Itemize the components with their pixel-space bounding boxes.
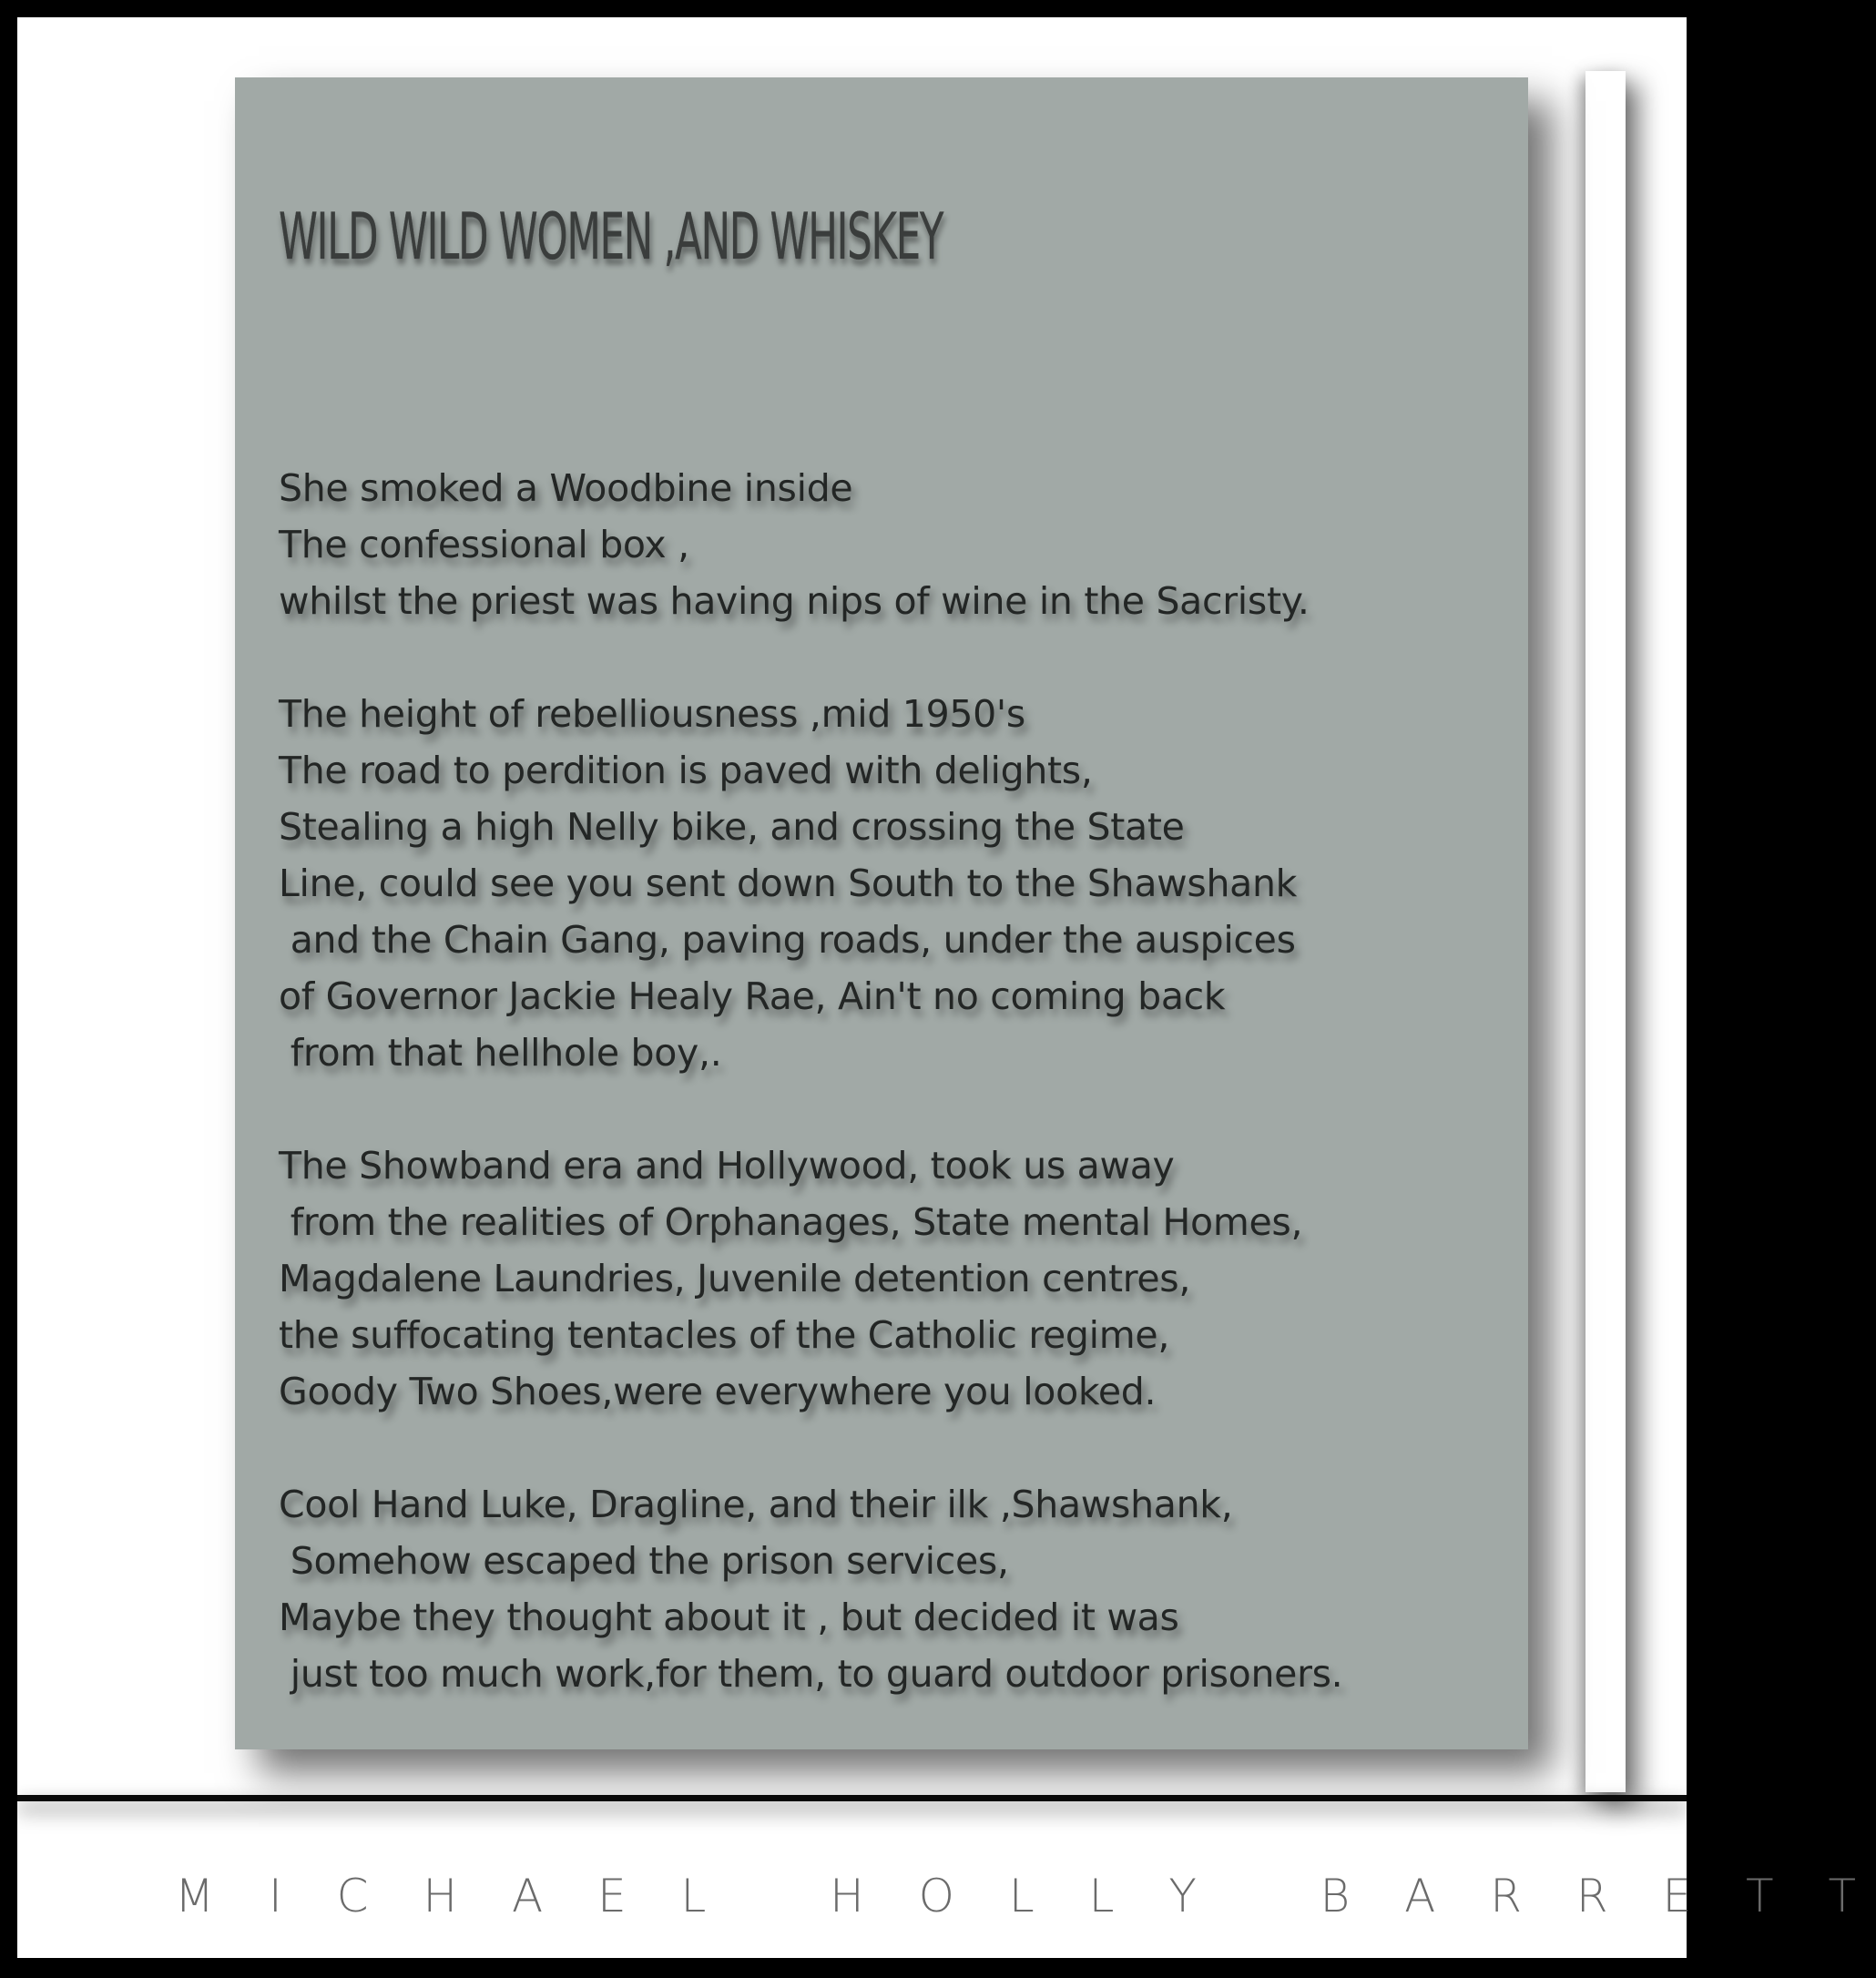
poem-line: She smoked a Woodbine inside <box>279 466 853 510</box>
stanza-1 <box>279 460 1508 629</box>
poem-line: of Governor Jackie Healy Rae, Ain't no coming back <box>279 974 1226 1018</box>
poem-line: just too much work,for them, to guard outdoor prisoners. <box>279 1652 1343 1696</box>
poem-line: from that hellhole boy,. <box>279 1031 722 1075</box>
poem-line: The height of rebelliousness ,mid 1950's <box>279 692 1025 736</box>
poem-line: Magdalene Laundries, Juvenile detention centres, <box>279 1257 1191 1300</box>
poem-line: from the realities of Orphanages, State mental Homes, <box>279 1200 1303 1244</box>
poem-line: Somehow escaped the prison services, <box>279 1539 1009 1583</box>
poem-line: The road to perdition is paved with delights, <box>279 749 1093 792</box>
footer-divider <box>17 1795 1687 1801</box>
poem-line: The Showband era and Hollywood, took us away <box>279 1144 1175 1188</box>
poem-line: the suffocating tentacles of the Catholic regime, <box>279 1313 1170 1357</box>
author-name <box>175 1869 1876 1923</box>
poem-body <box>279 460 1508 1759</box>
poem-line: Cool Hand Luke, Dragline, and their ilk ,Shawshank, <box>279 1483 1233 1526</box>
poem-line: whilst the priest was having nips of wine in the Sacristy. <box>279 579 1310 623</box>
poem-line: Goody Two Shoes,were everywhere you looked. <box>279 1370 1157 1413</box>
poem-card <box>235 77 1528 1749</box>
side-strip <box>1585 71 1626 1792</box>
stanza-4 <box>279 1476 1508 1702</box>
poem-line: Maybe they thought about it , but decided it was <box>279 1596 1179 1639</box>
poem-title: WILD WILD WOMEN ,AND WHISKEY <box>279 199 943 274</box>
stanza-2 <box>279 686 1508 1081</box>
stanza-3 <box>279 1137 1508 1420</box>
poem-line: and the Chain Gang, paving roads, under the auspices <box>279 918 1296 962</box>
poem-line: Line, could see you sent down South to the Shawshank <box>279 862 1298 905</box>
author-name-text: M I C H A E L H O L L Y B A R R E T T <box>175 1870 1876 1922</box>
poem-line: Stealing a high Nelly bike, and crossing the State <box>279 805 1185 849</box>
poem-line: The confessional box , <box>279 523 689 566</box>
